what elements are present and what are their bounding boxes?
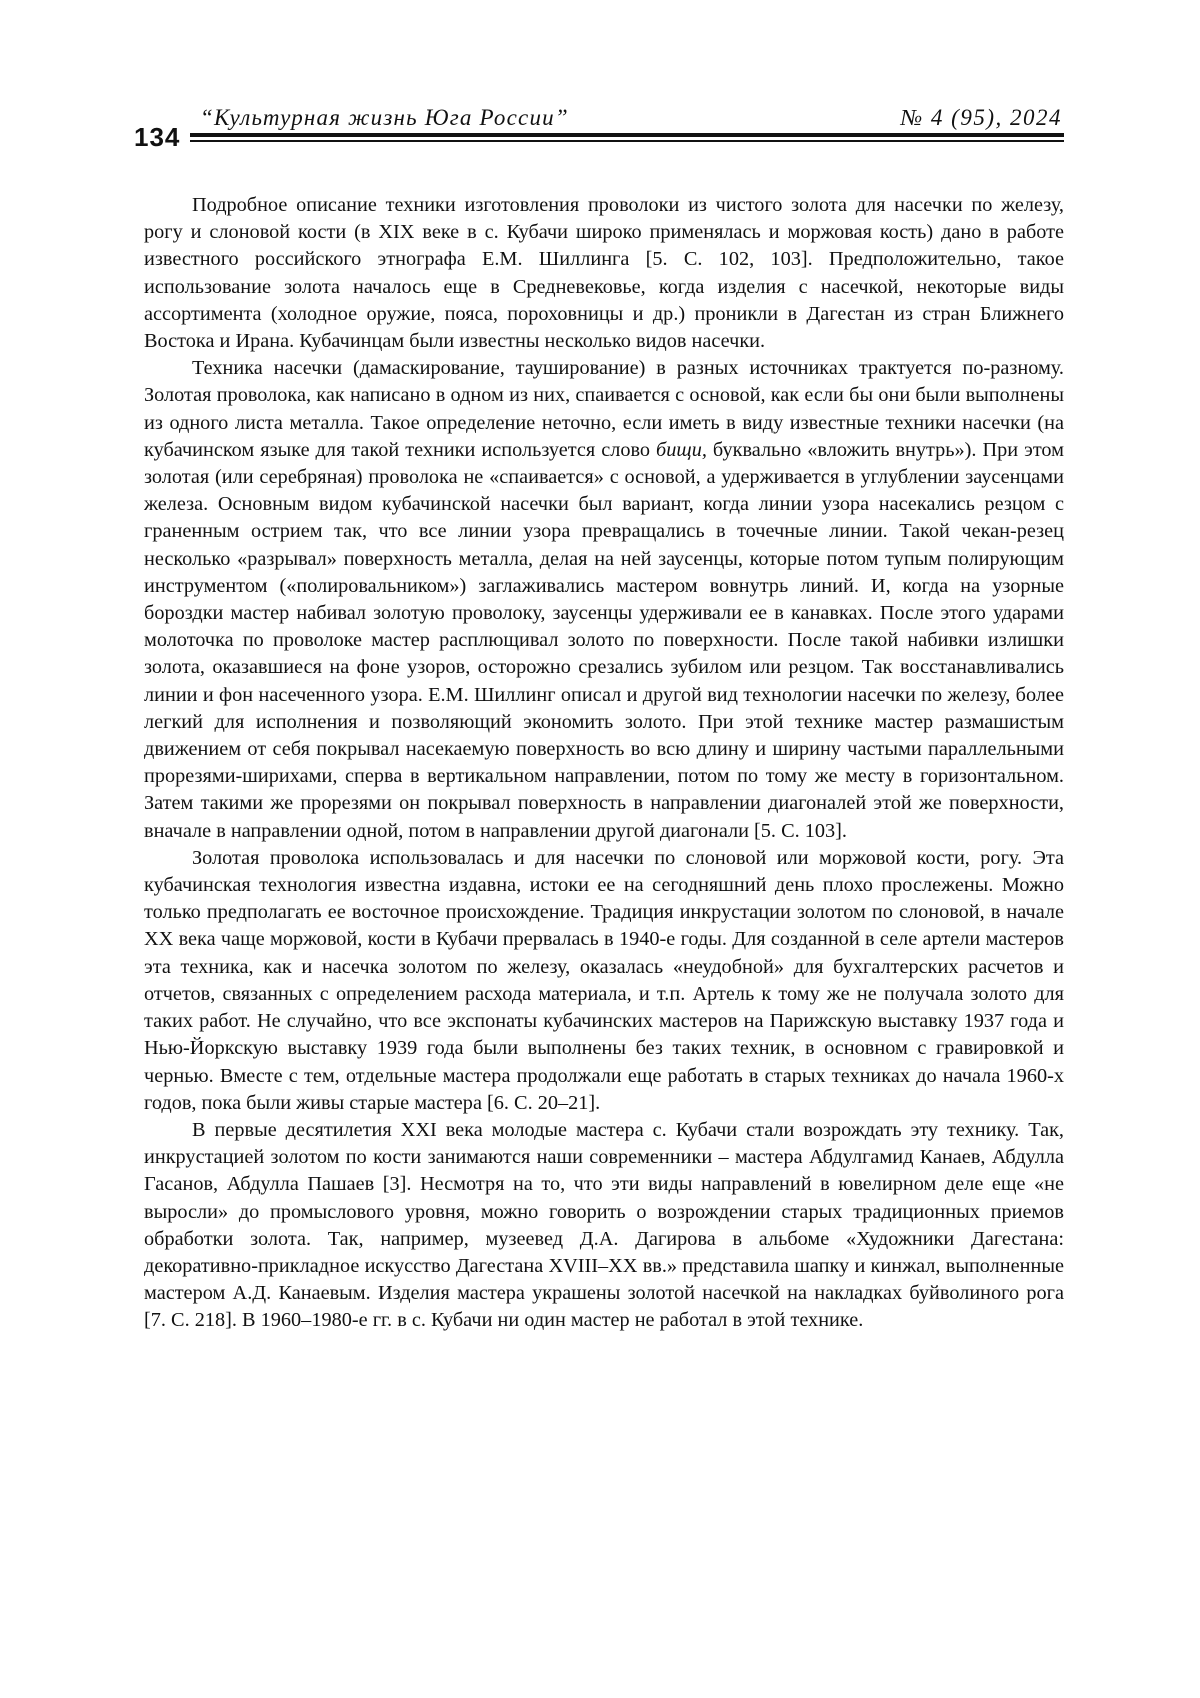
paragraph-2-part-2: буквально «вложить внутрь»). При этом золотая (или серебряная) проволока не «спаивается» с основой, а удерживается в углублении заусенцами железа. Основным видом кубачинской насечки был вариант, когда линии узора насекались резцом с граненным острием так, что все линии узора превращались в точечные линии. Такой чекан-резец несколько «разрывал» поверхность металла, делая на ней заусенцы, которые потом тупым полирующим инструментом («полировальником») заглаживались мастером вовнутрь линий. И, когда на узорные бороздки мастер набивал золотую проволоку, заусенцы удерживали ее в канавках. После этого ударами молоточка по проволоке мастер расплющивал золото по поверхности. После такой набивки излишки золота, оказавшиеся на фоне узоров, осторожно срезались зубилом или резцом. Так восстанавливались линии и фон насеченного узора. Е.М. Шиллинг описал и другой вид технологии насечки по железу, более легкий для исполнения и позволяющий экономить золото. При этой технике мастер размашистым движением от себя покрывал насекаемую поверхность во всю длину и ширину частыми параллельными прорезями-ширихами, сперва в вертикальном направлении, потом по тому же месту в горизонтальном. Затем такими же прорезями он покрывал поверхность в направлении диагоналей этой же поверхности, вначале в направлении одной, потом в направлении другой диагонали [5. С. 103].	[144, 438, 1065, 842]
header-rule-thick	[190, 133, 1064, 137]
italic-term: бищи,	[656, 438, 707, 461]
paragraph-2	[144, 355, 1064, 845]
paragraph-3: Золотая проволока использовалась и для насечки по слоновой или моржовой кости, рогу. Эта кубачинская технология известна издавна, истоки ее на сегодняшний день плохо прослежены. Можно только предполагать ее восточное происхождение. Традиция инкрустации золотом по слоновой, в начале XX века чаще моржовой, кости в Кубачи прервалась в 1940-е годы. Для созданной в селе артели мастеров эта техника, как и насечка золотом по железу, оказалась «неудобной» для бухгалтерских расчетов и отчетов, связанных с определением расхода материала, и т.п. Артель к тому же не получала золото для таких работ. Не случайно, что все экспонаты кубачинских мастеров на Парижскую выставку 1937 года и Нью-Йоркскую выставку 1939 года были выполнены без таких техник, в основном с гравировкой и чернью. Вместе с тем, отдельные мастера продолжали еще работать в старых техниках до начала 1960-х годов, пока были живы старые мастера [6. С. 20–21].	[144, 846, 1064, 1114]
paragraph-1: Подробное описание техники изготовления проволоки из чистого золота для насечки по железу, рогу и слоновой кости (в XIX веке в с. Кубачи широко применялась и моржовая кость) дано в работе известного российского этнографа Е.М. Шиллинга [5. С. 102, 103]. Предположительно, такое использование золота началось еще в Средневековье, когда изделия с насечкой, некоторые виды ассортимента (холодное оружие, пояса, пороховницы и др.) проникли в Дагестан из стран Ближнего Востока и Ирана. Кубачинцам были известны несколько видов насечки.	[144, 194, 1064, 353]
issue-info: № 4 (95), 2024	[900, 105, 1062, 130]
header-rule-thin	[190, 140, 1064, 142]
paragraph-4: В первые десятилетия XXI века молодые мастера с. Кубачи стали возрождать эту технику. Так, инкрустацией золотом по кости занимаются наши современники – мастера Абдулгамид Канаев, Абдулла Гасанов, Абдулла Пашаев [3]. Несмотря на то, что эти виды направлений в ювелирном деле еще «не выросли» до промыслового уровня, можно говорить о возрождении старых традиционных приемов обработки золота. Так, например, музеевед Д.А. Дагирова в альбоме «Художники Дагестана: декоративно-прикладное искусство Дагестана XVIII–XX вв.» представила шапку и кинжал, выполненные мастером А.Д. Канаевым. Изделия мастера украшены золотой насечкой на накладках буйволиного рога [7. С. 218]. В 1960–1980-е гг. в с. Кубачи ни один мастер не работал в этой технике.	[144, 1118, 1064, 1332]
article-body	[144, 192, 1064, 1335]
paragraph-2-part-1: Техника насечки (дамаскирование, тауширование) в разных источниках трактуется по-разному. Золотая проволока, как написано в одном из них, спаивается с основой, как если бы они были выполнены из одного листа металла. Такое определение неточно, если иметь в виду известные техники насечки (на кубачинском языке для такой техники используется слово	[144, 357, 1064, 461]
journal-title: “Культурная жизнь Юга России”	[200, 105, 569, 130]
page-number: 134	[134, 122, 181, 152]
